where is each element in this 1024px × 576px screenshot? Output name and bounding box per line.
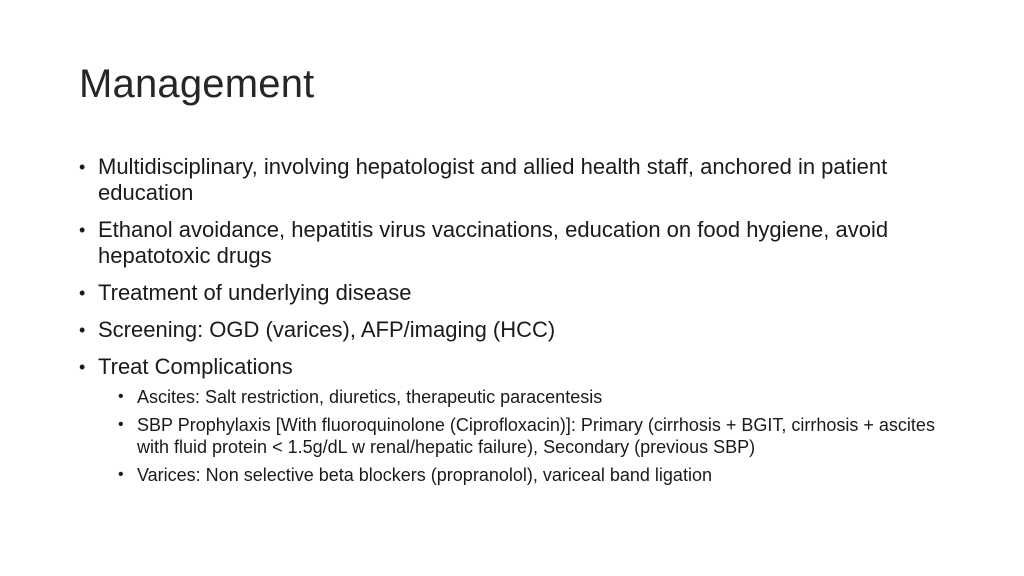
sub-bullet-text: SBP Prophylaxis [With fluoroquinolone (Ciprofloxacin)]: Primary (cirrhosis + BGIT, cirrhosis + ascites with fluid protein < 1.5g/dL w renal/hepatic failure), Secondary (previous SBP) — [137, 415, 935, 457]
bullet-item — [79, 317, 959, 343]
sub-bullet-text: Varices: Non selective beta blockers (propranolol), variceal band ligation — [137, 465, 712, 485]
bullet-dot-icon: • — [118, 466, 124, 483]
bullet-text: Screening: OGD (varices), AFP/imaging (HCC) — [98, 317, 556, 342]
bullet-dot-icon: • — [79, 283, 86, 303]
bullet-dot-icon: • — [79, 157, 86, 177]
bullet-dot-icon: • — [79, 357, 86, 377]
slide-title: Management — [79, 62, 315, 106]
bullet-dot-icon: • — [79, 320, 86, 340]
sub-bullet-list — [118, 386, 959, 486]
slide-content — [79, 154, 959, 492]
sub-bullet-item — [118, 464, 959, 486]
bullet-item — [79, 154, 959, 206]
bullet-item — [79, 280, 959, 306]
bullet-item — [79, 217, 959, 269]
bullet-text: Treat Complications — [98, 354, 293, 379]
bullet-text: Treatment of underlying disease — [98, 280, 412, 305]
sub-bullet-item — [118, 386, 959, 408]
bullet-item — [79, 354, 959, 486]
bullet-dot-icon: • — [79, 220, 86, 240]
bullet-dot-icon: • — [118, 388, 124, 405]
bullet-list — [79, 154, 959, 486]
sub-bullet-text: Ascites: Salt restriction, diuretics, therapeutic paracentesis — [137, 387, 603, 407]
bullet-dot-icon: • — [118, 416, 124, 433]
bullet-text: Multidisciplinary, involving hepatologist and allied health staff, anchored in patient education — [98, 154, 888, 205]
bullet-text: Ethanol avoidance, hepatitis virus vaccinations, education on food hygiene, avoid hepatotoxic drugs — [98, 217, 889, 268]
sub-bullet-item — [118, 414, 959, 458]
